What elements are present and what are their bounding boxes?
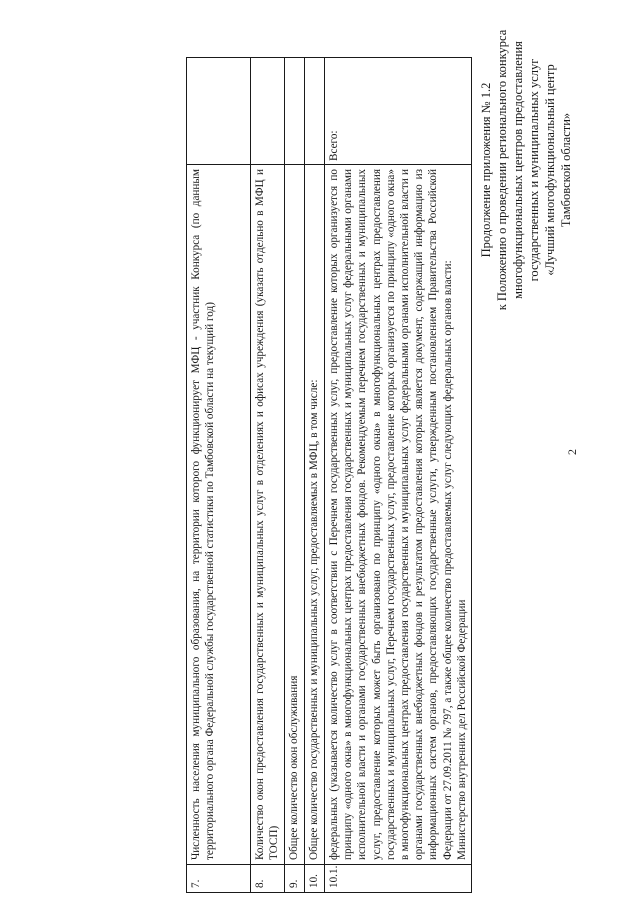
header-line: государственных и муниципальных услуг (527, 58, 541, 282)
row-value (285, 58, 305, 165)
header-line: Продолжение приложения № 1.2 (479, 82, 493, 258)
table-row (251, 58, 285, 893)
header-line: Тамбовской области» (559, 112, 573, 228)
row-number: 10.1. (325, 865, 472, 893)
row-number: 10. (305, 865, 325, 893)
criteria-table (186, 57, 472, 893)
row-text-tail: Министерство внутренних дел Российской Федерации (455, 599, 468, 860)
row-text: Общее количество государственных и муниципальных услуг, предоставляемых в МФЦ, в том числе: (305, 165, 325, 865)
row-text: Количество окон предоставления государственных и муниципальных услуг в отделениях и офисах учреждения (указать отдельно в МФЦ и ТОСП) (251, 165, 285, 865)
row-number: 8. (251, 865, 285, 893)
row-value: Всего: (325, 58, 472, 165)
row-number: 9. (285, 865, 305, 893)
table-row (285, 58, 305, 893)
header-line: многофункциональных центров предоставления (511, 41, 525, 299)
header-line: «Лучший многофункциональный центр (543, 64, 557, 276)
row-text-block (325, 165, 472, 865)
row-number: 7. (187, 865, 251, 893)
table-row (325, 58, 472, 893)
page-number: 2 (565, 449, 579, 455)
appendix-header (478, 20, 574, 320)
row-text: Общее количество окон обслуживания (285, 165, 305, 865)
row-value (251, 58, 285, 165)
row-value (305, 58, 325, 165)
row-text: федеральных (указывается количество услуг в соответствии с Перечнем государственных услуг, предоставление которых организуется по принципу «одного окна» в многофункциональных центрах предоставления государственных и муниципальных услуг федеральными органами исполнительной власти и органами государственных внебюджетных фондов. Рекомендуемым перечнем государственных и муниципальных услуг, предоставление которых может быть организовано по принципу «одного окна» в многофункциональных центрах предоставления государственных и муниципальных услуг, Перечнем государственных услуг, предоставление которых организуется по принципу «одного окна» в многофункциональных центрах предоставления государственных и муниципальных услуг федеральными органами исполнительной власти и органами государственных внебюджетных фондов и результатом предоставления которых является документ, содержащий информацию из информационных систем органов, предоставляющих государственные услуги, утвержденным постановлением Правительства Российской Федерации от 27.09.2011 № 797, а также общее количество предоставляемых услуг следующих федеральных органов власти: (328, 169, 454, 860)
table-row (187, 58, 251, 893)
table-row (305, 58, 325, 893)
row-text: Численность населения муниципального образования, на территории которого функционирует МФЦ - участник Конкурса (по данным территориального органа Федеральной службы государственной статистики по Тамбовской области на текущий год) (187, 165, 251, 865)
header-line: к Положению о проведении регионального конкурса (495, 29, 509, 311)
row-value (187, 58, 251, 165)
